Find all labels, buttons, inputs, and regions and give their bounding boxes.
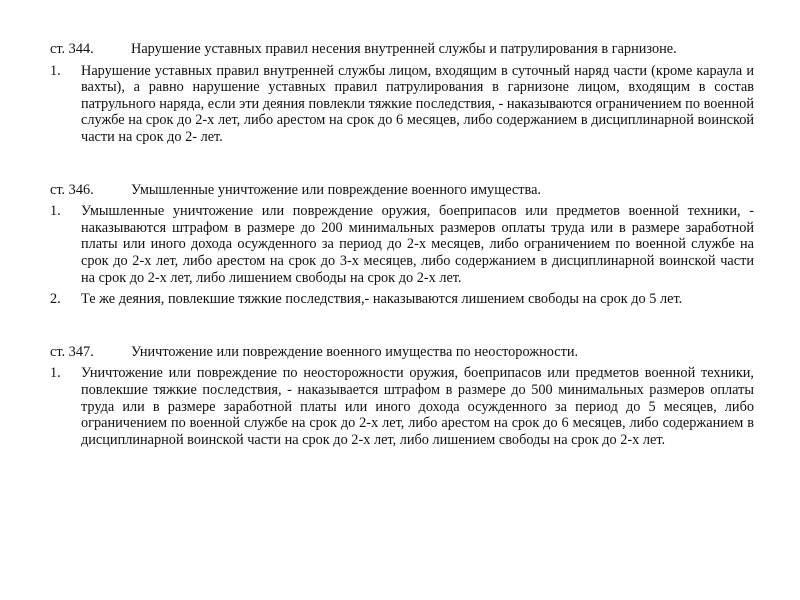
document-page [50,41,754,468]
article-344 [50,41,754,146]
article-title: Нарушение уставных правил несения внутренней службы и патрулирования в гарнизоне. [131,41,677,57]
list-item [50,365,754,448]
article-title: Уничтожение или повреждение военного имущества по неосторожности. [131,343,579,360]
item-text: Уничтожение или повреждение по неосторожности оружия, боеприпасов или предметов военной техники, повлекшие тяжкие последствия, - наказывается штрафом в размере до 500 минимальных размеров оплаты труда или в размере заработной платы или иного дохода осужденного за период до 5 месяцев, либо ограничением по военной службе на срок до 2-х лет, либо арестом на срок до 6 месяцев, либо содержанием в дисциплинарной воинской части на срок до 2-х лет, либо лишением свободы на срок до 2-х лет. [81,365,754,448]
item-text: Умышленные уничтожение или повреждение оружия, боеприпасов или предметов военной техники, - наказываются штрафом в размере до 200 минимальных размеров оплаты труда или в размере заработной платы или иного дохода осужденного за период до 2-х месяцев, либо ограничением по военной службе на срок до 2-х лет, либо арестом на срок до 3-х месяцев, либо содержанием в дисциплинарной воинской части на срок до 2-х лет, либо лишением свободы на срок до 2-х лет. [81,203,754,286]
article-number: ст. 347. [50,343,94,360]
item-text: Нарушение уставных правил внутренней службы лицом, входящим в суточный наряд части (кроме караула и вахты), а равно нарушение уставных правил патрулирования в гарнизоне лицом, входящим в состав патрульного наряда, если эти деяния повлекли тяжкие последствия, - наказываются ограничением по военной службе на срок до 2-х лет, либо арестом на срок до 6 месяцев, либо содержанием в дисциплинарной воинской части на срок до 2- лет. [81,62,754,145]
article-heading [50,41,754,58]
article-number: ст. 344. [50,41,94,57]
item-text: Те же деяния, повлекшие тяжкие последствия,- наказываются лишением свободы на срок до 5 лет. [81,291,683,308]
item-number: 1. [50,365,61,382]
item-number: 1. [50,203,61,220]
list-item [50,63,754,146]
article-number: ст. 346. [50,181,94,198]
item-number: 2. [50,291,61,308]
list-item [50,291,754,308]
article-heading [50,344,754,361]
item-number: 1. [50,62,61,79]
article-347 [50,344,754,449]
article-heading [50,182,754,199]
list-item [50,203,754,286]
article-346 [50,182,754,308]
article-title: Умышленные уничтожение или повреждение военного имущества. [131,181,541,198]
